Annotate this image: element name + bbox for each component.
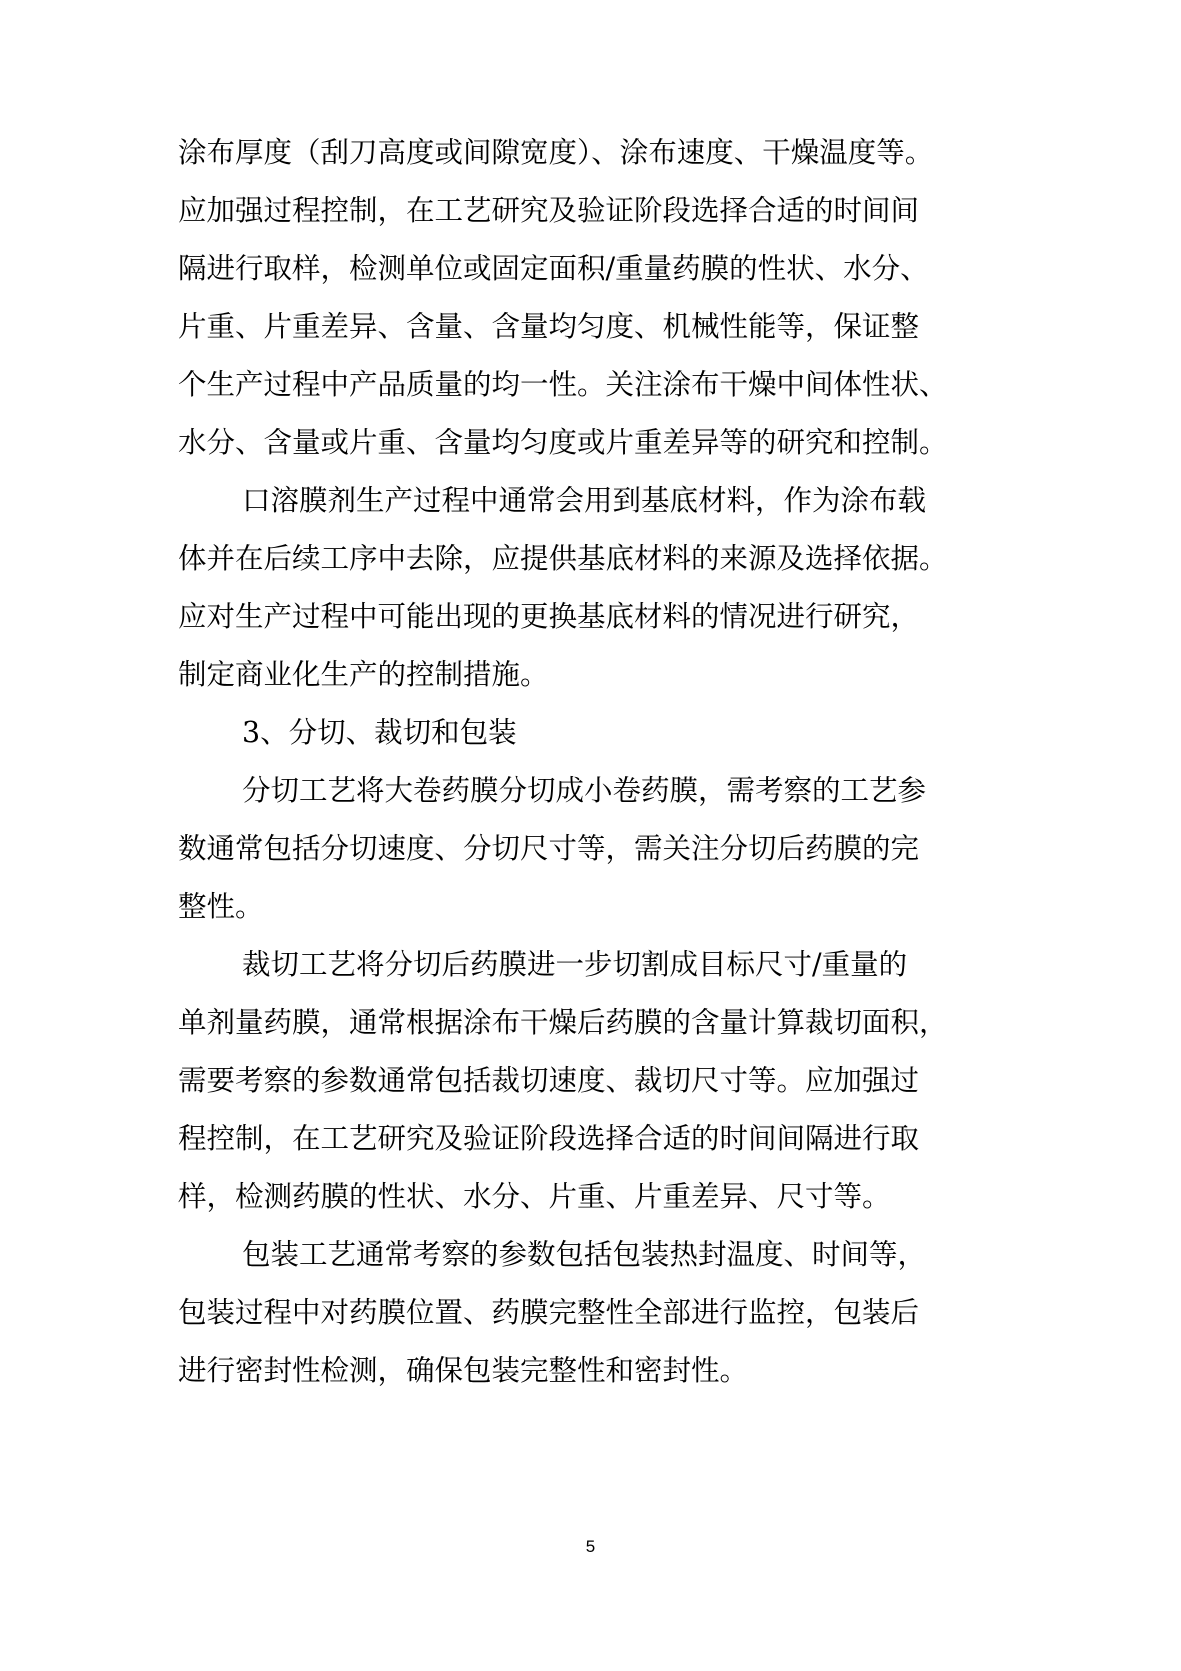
- text-line: 样，检测药膜的性状、水分、片重、片重差异、尺寸等。: [178, 1180, 891, 1213]
- text-line: 个生产过程中产品质量的均一性。关注涂布干燥中间体性状、: [178, 368, 948, 401]
- text-line: 体并在后续工序中去除，应提供基底材料的来源及选择依据。: [178, 542, 948, 575]
- text-line: 程控制，在工艺研究及验证阶段选择合适的时间间隔进行取: [178, 1122, 920, 1155]
- text-line: 包装过程中对药膜位置、药膜完整性全部进行监控，包装后: [178, 1296, 920, 1329]
- text-line: 应加强过程控制，在工艺研究及验证阶段选择合适的时间间: [178, 194, 920, 227]
- text-line: 应对生产过程中可能出现的更换基底材料的情况进行研究，: [178, 600, 920, 633]
- text-line: 需要考察的参数通常包括裁切速度、裁切尺寸等。应加强过: [178, 1064, 920, 1097]
- text-line: 包装工艺通常考察的参数包括包装热封温度、时间等，: [242, 1238, 927, 1271]
- section-heading: 3、分切、裁切和包装: [242, 716, 517, 749]
- text-line: 数通常包括分切速度、分切尺寸等，需关注分切后药膜的完: [178, 832, 920, 865]
- text-line: 裁切工艺将分切后药膜进一步切割成目标尺寸/重量的: [242, 948, 908, 981]
- text-line: 涂布厚度（刮刀高度或间隙宽度）、涂布速度、干燥温度等。: [178, 136, 934, 169]
- text-line: 片重、片重差异、含量、含量均匀度、机械性能等，保证整: [178, 310, 920, 343]
- text-line: 进行密封性检测，确保包装完整性和密封性。: [178, 1354, 749, 1387]
- text-line: 整性。: [178, 890, 264, 923]
- text-line: 水分、含量或片重、含量均匀度或片重差异等的研究和控制。: [178, 426, 948, 459]
- text-line: 制定商业化生产的控制措施。: [178, 658, 549, 691]
- text-line: 口溶膜剂生产过程中通常会用到基底材料，作为涂布载: [242, 484, 927, 517]
- text-line: 隔进行取样，检测单位或固定面积/重量药膜的性状、水分、: [178, 252, 929, 285]
- page-number: 5: [585, 1537, 596, 1556]
- text-line: 单剂量药膜，通常根据涂布干燥后药膜的含量计算裁切面积，: [178, 1006, 948, 1039]
- text-line: 分切工艺将大卷药膜分切成小卷药膜，需考察的工艺参: [242, 774, 927, 807]
